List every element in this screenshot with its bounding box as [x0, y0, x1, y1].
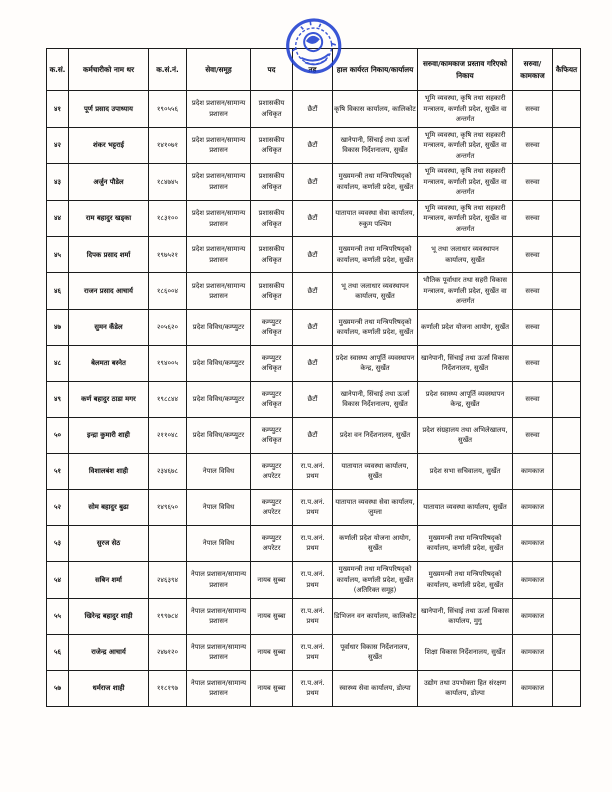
cell-service-group: नेपाल प्रशासन/सामान्य प्रशासन	[187, 634, 251, 670]
cell-post: कम्प्युटर अधिकृत	[251, 309, 293, 345]
cell-proposed-office: मुख्यमन्त्री तथा मन्त्रिपरिषद्को कार्यालय, कर्णाली प्रदेश, सुर्खेत	[418, 561, 513, 598]
cell-employee-name: अर्जुन पौडेल	[69, 164, 149, 201]
cell-remarks	[553, 345, 581, 381]
header-employee-name: कर्मचारीको नाम थर	[69, 49, 149, 91]
cell-employee-id: २३४६७८	[149, 453, 187, 489]
cell-transfer-type: कामकाज	[513, 670, 553, 706]
cell-employee-id: १९७५२१	[149, 237, 187, 273]
table-row	[47, 670, 581, 706]
cell-service-group: प्रदेश विविध/कम्प्युटर	[187, 309, 251, 345]
cell-transfer-type: कामकाज	[513, 598, 553, 634]
cell-serial: ५०	[47, 417, 69, 453]
cell-post: नायब सुब्बा	[251, 670, 293, 706]
cell-service-group: नेपाल प्रशासन/सामान्य प्रशासन	[187, 598, 251, 634]
cell-remarks	[553, 453, 581, 489]
cell-employee-id: १४१०७१	[149, 127, 187, 164]
cell-employee-id: १८६००४	[149, 273, 187, 310]
cell-serial: ४३	[47, 164, 69, 201]
cell-service-group: प्रदेश प्रशासन/सामान्य प्रशासन	[187, 164, 251, 201]
cell-remarks	[553, 91, 581, 128]
cell-level: छैटौं	[293, 164, 333, 201]
cell-current-office: कर्णाली प्रदेश योजना आयोग, सुर्खेत	[333, 525, 418, 561]
cell-post: प्रशासकीय अधिकृत	[251, 91, 293, 128]
cell-proposed-office: उद्योग तथा उपभोक्ता हित संरक्षण कार्यालय, डोल्पा	[418, 670, 513, 706]
cell-level: रा.प.अनं. प्रथम	[293, 453, 333, 489]
cell-remarks	[553, 670, 581, 706]
cell-employee-name: पूर्ण प्रसाद उपाध्याय	[69, 91, 149, 128]
cell-level: छैटौं	[293, 91, 333, 128]
cell-employee-name: राम बहादुर खड्का	[69, 200, 149, 237]
cell-serial: ५३	[47, 525, 69, 561]
cell-proposed-office: खानेपानी, सिंचाई तथा ऊर्जा विकास कार्यालय, मुगु	[418, 598, 513, 634]
cell-service-group: नेपाल विविध	[187, 489, 251, 525]
cell-level: रा.प.अनं. प्रथम	[293, 489, 333, 525]
cell-level: छैटौं	[293, 417, 333, 453]
cell-employee-name: दिपक प्रसाद शर्मा	[69, 237, 149, 273]
cell-post: प्रशासकीय अधिकृत	[251, 237, 293, 273]
table-body	[47, 91, 581, 707]
cell-serial: ५६	[47, 634, 69, 670]
cell-remarks	[553, 417, 581, 453]
cell-remarks	[553, 561, 581, 598]
table-row	[47, 417, 581, 453]
cell-current-office: यातायात व्यवस्था सेवा कार्यालय, रुकुम पश्चिम	[333, 200, 418, 237]
header-post: पद	[251, 49, 293, 91]
cell-proposed-office: मुख्यमन्त्री तथा मन्त्रिपरिषद्को कार्यालय, कर्णाली प्रदेश, सुर्खेत	[418, 525, 513, 561]
cell-current-office: डिभिजन वन कार्यालय, कालिकोट	[333, 598, 418, 634]
cell-post: प्रशासकीय अधिकृत	[251, 200, 293, 237]
cell-post: कम्प्युटर अपरेटर	[251, 489, 293, 525]
cell-proposed-office: प्रदेश स्वास्थ्य आपूर्ति व्यवस्थापन केन्द्र, सुर्खेत	[418, 381, 513, 417]
table-row	[47, 273, 581, 310]
table-row	[47, 525, 581, 561]
cell-serial: ५४	[47, 561, 69, 598]
cell-current-office: पूर्वाधार विकास निर्देशनालय, सुर्खेत	[333, 634, 418, 670]
cell-remarks	[553, 634, 581, 670]
cell-employee-name: सोम बहादुर बुढा	[69, 489, 149, 525]
cell-post: प्रशासकीय अधिकृत	[251, 164, 293, 201]
cell-serial: ४९	[47, 381, 69, 417]
cell-serial: ४१	[47, 91, 69, 128]
cell-transfer-type: सरुवा	[513, 127, 553, 164]
cell-post: नायब सुब्बा	[251, 561, 293, 598]
cell-level: छैटौं	[293, 200, 333, 237]
cell-level: रा.प.अनं. प्रथम	[293, 670, 333, 706]
cell-level: छैटौं	[293, 345, 333, 381]
cell-employee-id: ११८१९७	[149, 670, 187, 706]
cell-service-group: नेपाल प्रशासन/सामान्य प्रशासन	[187, 670, 251, 706]
cell-proposed-office: भूमि व्यवस्था, कृषि तथा सहकारी मन्त्रालय, कर्णाली प्रदेश, सुर्खेत वा अन्तर्गत	[418, 127, 513, 164]
cell-service-group: प्रदेश विविध/कम्प्युटर	[187, 381, 251, 417]
cell-current-office: प्रदेश वन निर्देशनालय, सुर्खेत	[333, 417, 418, 453]
cell-serial: ४८	[47, 345, 69, 381]
cell-post: कम्प्युटर अपरेटर	[251, 525, 293, 561]
cell-remarks	[553, 381, 581, 417]
cell-service-group: प्रदेश प्रशासन/सामान्य प्रशासन	[187, 237, 251, 273]
cell-current-office: यातायात व्यवस्था सेवा कार्यालय, जुम्ला	[333, 489, 418, 525]
cell-transfer-type: सरुवा	[513, 91, 553, 128]
cell-current-office: प्रदेश स्वास्थ्य आपूर्ति व्यवस्थापन केन्द्र, सुर्खेत	[333, 345, 418, 381]
cell-employee-id: १४९६५०	[149, 489, 187, 525]
cell-service-group: प्रदेश प्रशासन/सामान्य प्रशासन	[187, 200, 251, 237]
cell-serial: ४७	[47, 309, 69, 345]
cell-proposed-office: प्रदेश संग्रहालय तथा अभिलेखालय, सुर्खेत	[418, 417, 513, 453]
table-row	[47, 91, 581, 128]
cell-employee-name: बेलमता बस्नेत	[69, 345, 149, 381]
header-transfer-type: सरुवा/कामकाज	[513, 49, 553, 91]
cell-employee-id: २४७१२०	[149, 634, 187, 670]
cell-employee-id: २४६३९४	[149, 561, 187, 598]
cell-serial: ५१	[47, 453, 69, 489]
cell-employee-name: शंकर भट्टराई	[69, 127, 149, 164]
cell-employee-name: सुमन कँडेल	[69, 309, 149, 345]
cell-transfer-type: कामकाज	[513, 453, 553, 489]
cell-transfer-type: कामकाज	[513, 489, 553, 525]
cell-post: कम्प्युटर अधिकृत	[251, 417, 293, 453]
cell-remarks	[553, 273, 581, 310]
cell-employee-name: इन्द्रा कुमारी शाही	[69, 417, 149, 453]
cell-service-group: प्रदेश विविध/कम्प्युटर	[187, 345, 251, 381]
cell-employee-id: २११०४८	[149, 417, 187, 453]
cell-serial: ५७	[47, 670, 69, 706]
cell-proposed-office: भूमि व्यवस्था, कृषि तथा सहकारी मन्त्रालय, कर्णाली प्रदेश, सुर्खेत वा अन्तर्गत	[418, 200, 513, 237]
cell-proposed-office: यातायात व्यवस्था कार्यालय, सुर्खेत	[418, 489, 513, 525]
cell-current-office: स्वास्थ्य सेवा कार्यालय, डोल्पा	[333, 670, 418, 706]
cell-service-group: नेपाल प्रशासन/सामान्य प्रशासन	[187, 561, 251, 598]
table-row	[47, 489, 581, 525]
cell-employee-id: १८३१००	[149, 200, 187, 237]
cell-remarks	[553, 200, 581, 237]
cell-proposed-office: शिक्षा विकास निर्देशनालय, सुर्खेत	[418, 634, 513, 670]
cell-service-group: नेपाल विविध	[187, 453, 251, 489]
table-row	[47, 164, 581, 201]
cell-post: प्रशासकीय अधिकृत	[251, 127, 293, 164]
cell-serial: ४६	[47, 273, 69, 310]
cell-level: रा.प.अनं. प्रथम	[293, 598, 333, 634]
cell-transfer-type: सरुवा	[513, 417, 553, 453]
table-row	[47, 561, 581, 598]
cell-current-office: मुख्यमन्त्री तथा मन्त्रिपरिषद्को कार्यालय, कर्णाली प्रदेश, सुर्खेत	[333, 309, 418, 345]
cell-employee-name: सबिन शर्मा	[69, 561, 149, 598]
cell-level: छैटौं	[293, 237, 333, 273]
table-row	[47, 127, 581, 164]
header-serial: क.सं.	[47, 49, 69, 91]
cell-remarks	[553, 164, 581, 201]
cell-employee-id: २०५६२०	[149, 309, 187, 345]
header-remarks: कैफियत	[553, 49, 581, 91]
table-row	[47, 345, 581, 381]
cell-transfer-type: कामकाज	[513, 561, 553, 598]
cell-employee-id: १९०५५६	[149, 91, 187, 128]
cell-service-group: प्रदेश विविध/कम्प्युटर	[187, 417, 251, 453]
cell-employee-name: धर्मराज शाही	[69, 670, 149, 706]
cell-transfer-type: सरुवा	[513, 237, 553, 273]
cell-post: कम्प्युटर अधिकृत	[251, 345, 293, 381]
table-header-row	[47, 49, 581, 91]
cell-transfer-type: सरुवा	[513, 309, 553, 345]
cell-current-office: मुख्यमन्त्री तथा मन्त्रिपरिषद्को कार्यालय, कर्णाली प्रदेश, सुर्खेत	[333, 164, 418, 201]
table-row	[47, 237, 581, 273]
cell-current-office: यातायात व्यवस्था कार्यालय, सुर्खेत	[333, 453, 418, 489]
cell-proposed-office: भौतिक पूर्वाधार तथा सहरी विकास मन्त्रालय, कर्णाली प्रदेश, सुर्खेत वा अन्तर्गत	[418, 273, 513, 310]
cell-remarks	[553, 525, 581, 561]
cell-post: नायब सुब्बा	[251, 634, 293, 670]
cell-transfer-type: कामकाज	[513, 634, 553, 670]
cell-service-group: प्रदेश प्रशासन/सामान्य प्रशासन	[187, 273, 251, 310]
cell-post: कम्प्युटर अधिकृत	[251, 381, 293, 417]
cell-employee-id: १९९७८४	[149, 598, 187, 634]
cell-proposed-office: कर्णाली प्रदेश योजना आयोग, सुर्खेत	[418, 309, 513, 345]
cell-remarks	[553, 237, 581, 273]
cell-level: छैटौं	[293, 381, 333, 417]
cell-current-office: खानेपानी, सिंचाई तथा ऊर्जा विकास निर्देशनालय, सुर्खेत	[333, 381, 418, 417]
cell-employee-id	[149, 525, 187, 561]
cell-level: छैटौं	[293, 309, 333, 345]
table-row	[47, 453, 581, 489]
cell-level: छैटौं	[293, 273, 333, 310]
cell-employee-name: सुरज सेठ	[69, 525, 149, 561]
cell-proposed-office: प्रदेश सभा सचिवालय, सुर्खेत	[418, 453, 513, 489]
cell-post: कम्प्युटर अपरेटर	[251, 453, 293, 489]
cell-service-group: प्रदेश प्रशासन/सामान्य प्रशासन	[187, 91, 251, 128]
cell-remarks	[553, 598, 581, 634]
cell-employee-name: कर्ण बहादुर ठाडा मगर	[69, 381, 149, 417]
cell-serial: ४२	[47, 127, 69, 164]
cell-employee-name: विशालबंश शाही	[69, 453, 149, 489]
header-current-office: हाल कार्यरत निकाय/कार्यालय	[333, 49, 418, 91]
cell-level: रा.प.अनं. प्रथम	[293, 561, 333, 598]
cell-post: नायब सुब्बा	[251, 598, 293, 634]
cell-level: रा.प.अनं. प्रथम	[293, 634, 333, 670]
table-row	[47, 381, 581, 417]
cell-transfer-type: सरुवा	[513, 345, 553, 381]
cell-current-office: खानेपानी, सिंचाई तथा ऊर्जा विकास निर्देशनालय, सुर्खेत	[333, 127, 418, 164]
cell-current-office: भू तथा जलाधार व्यवस्थापन कार्यालय, सुर्खेत	[333, 273, 418, 310]
cell-transfer-type: सरुवा	[513, 164, 553, 201]
cell-transfer-type: सरुवा	[513, 381, 553, 417]
transfer-table	[46, 48, 581, 707]
cell-proposed-office: भूमि व्यवस्था, कृषि तथा सहकारी मन्त्रालय, कर्णाली प्रदेश, सुर्खेत वा अन्तर्गत	[418, 164, 513, 201]
cell-serial: ४५	[47, 237, 69, 273]
cell-level: छैटौं	[293, 127, 333, 164]
cell-serial: ४४	[47, 200, 69, 237]
cell-employee-id: १९८८४४	[149, 381, 187, 417]
cell-current-office: कृषि विकास कार्यालय, कालिकोट	[333, 91, 418, 128]
cell-remarks	[553, 127, 581, 164]
cell-level: रा.प.अनं. प्रथम	[293, 525, 333, 561]
cell-serial: ५५	[47, 598, 69, 634]
cell-post: प्रशासकीय अधिकृत	[251, 273, 293, 310]
cell-remarks	[553, 309, 581, 345]
cell-transfer-type: सरुवा	[513, 273, 553, 310]
table-row	[47, 200, 581, 237]
cell-employee-name: राजेन्द्र आचार्य	[69, 634, 149, 670]
header-proposed-office: सरुवा/कामकाज प्रस्ताव गरिएको निकाय	[418, 49, 513, 91]
cell-service-group: नेपाल विविध	[187, 525, 251, 561]
cell-service-group: प्रदेश प्रशासन/सामान्य प्रशासन	[187, 127, 251, 164]
cell-employee-name: खिरेन्द्र बहादुर शाही	[69, 598, 149, 634]
cell-employee-id: १८४७४५	[149, 164, 187, 201]
cell-transfer-type: सरुवा	[513, 200, 553, 237]
table-row	[47, 309, 581, 345]
cell-employee-name: राजन प्रसाद आचार्य	[69, 273, 149, 310]
cell-transfer-type: कामकाज	[513, 525, 553, 561]
header-service-group: सेवा/समूह	[187, 49, 251, 91]
cell-serial: ५२	[47, 489, 69, 525]
cell-employee-id: १९४००५	[149, 345, 187, 381]
table-row	[47, 598, 581, 634]
cell-current-office: मुख्यमन्त्री तथा मन्त्रिपरिषद्को कार्यालय, कर्णाली प्रदेश, सुर्खेत (अतिरिक्त समूह)	[333, 561, 418, 598]
cell-proposed-office: खानेपानी, सिंचाई तथा ऊर्जा विकास निर्देशनालय, सुर्खेत	[418, 345, 513, 381]
cell-remarks	[553, 489, 581, 525]
table-row	[47, 634, 581, 670]
cell-proposed-office: भू तथा जलाधार व्यवस्थापन कार्यालय, सुर्खेत	[418, 237, 513, 273]
header-level: तह	[293, 49, 333, 91]
header-employee-id: क.सं.नं.	[149, 49, 187, 91]
cell-current-office: मुख्यमन्त्री तथा मन्त्रिपरिषद्को कार्यालय, कर्णाली प्रदेश, सुर्खेत	[333, 237, 418, 273]
cell-proposed-office: भूमि व्यवस्था, कृषि तथा सहकारी मन्त्रालय, कर्णाली प्रदेश, सुर्खेत वा अन्तर्गत	[418, 91, 513, 128]
